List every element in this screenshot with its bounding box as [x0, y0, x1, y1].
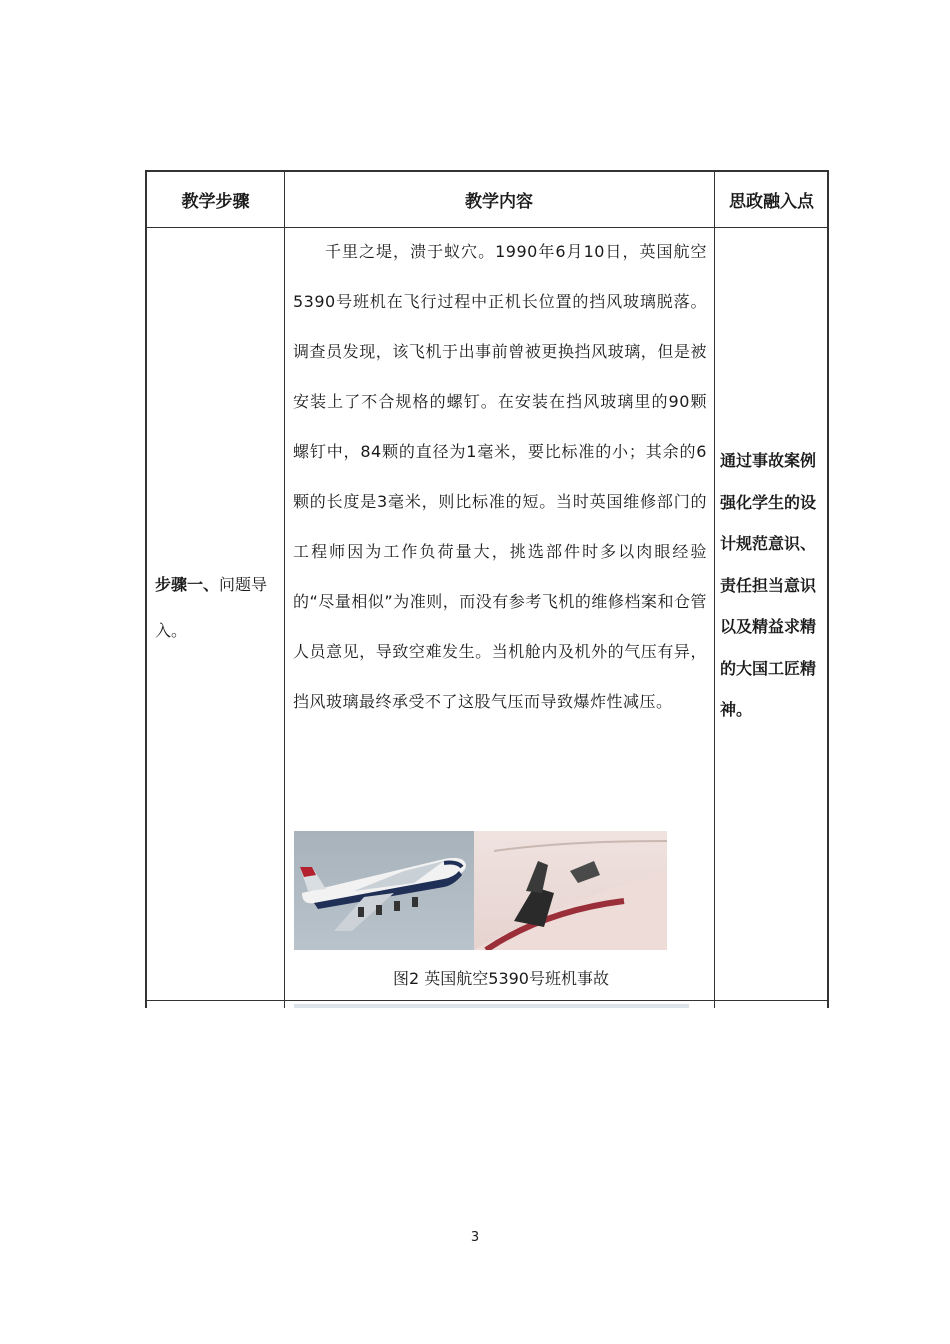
header-ideology-point: 思政融入点: [729, 192, 814, 212]
step-title: 问题导入。: [155, 575, 268, 640]
step-label: 步骤一、: [155, 575, 220, 594]
column-divider: [714, 172, 715, 1008]
content-paragraph: 千里之堤，溃于蚁穴。1990年6月10日，英国航空5390号班机在飞行过程中正机长位置的挡风玻璃脱落。调查员发现，该飞机于出事前曾被更换挡风玻璃，但是被安装上了不合规格的螺钉。在安装在挡风玻璃里的90颗螺钉中，84颗的直径为1毫米，要比标准的小；其余的6颗的长度是3毫米，则比标准的短。当时英国维修部门的工程师因为工作负荷量大，挑选部件时多以肉眼经验的“尽量相似”为准则，而没有参考飞机的维修档案和仓管人员意见，导致空难发生。当机舱内及机外的气压有异，挡风玻璃最终承受不了这股气压而导致爆炸性减压。: [293, 242, 707, 711]
page-number: 3: [470, 1230, 480, 1245]
next-row-fragment: [294, 1004, 689, 1008]
column-divider: [284, 172, 285, 1008]
step-cell: [155, 562, 280, 654]
header-teaching-step: 教学步骤: [181, 192, 250, 212]
lesson-table: [145, 170, 829, 1008]
accident-photos: [294, 831, 667, 950]
airplane-photo: [294, 831, 474, 950]
row-divider: [147, 1000, 827, 1001]
content-cell: [293, 227, 707, 727]
header-teaching-content: 教学内容: [465, 192, 533, 212]
figure-caption: 图2 英国航空5390号班机事故: [393, 969, 609, 988]
cockpit-window-photo: [474, 831, 667, 950]
ideology-point-cell: 通过事故案例强化学生的设计规范意识、责任担当意识以及精益求精的大国工匠精神。: [720, 451, 817, 719]
